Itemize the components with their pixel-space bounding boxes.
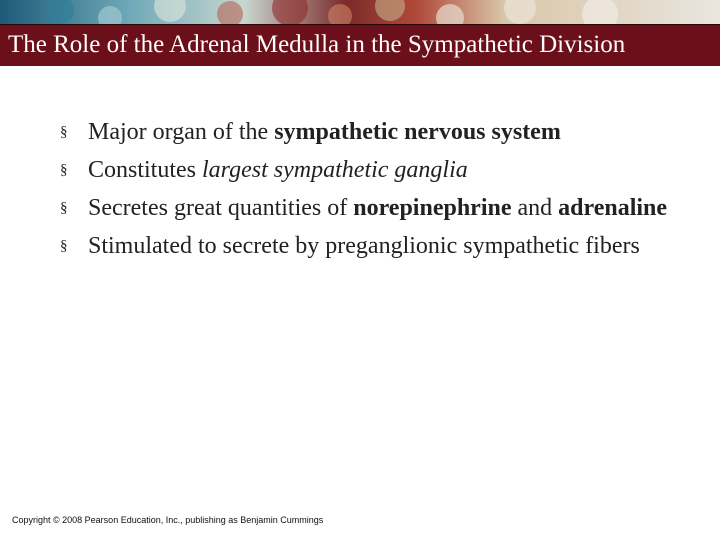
bullet-marker-icon: § [60, 200, 68, 216]
bullet-item [60, 153, 700, 187]
title-bar [0, 24, 720, 66]
header-decorative-image [0, 0, 720, 24]
bullet-text-run: Secretes great quantities of [88, 195, 354, 221]
bullet-marker-icon: § [60, 124, 68, 140]
bullet-list [60, 115, 700, 267]
slide-title: The Role of the Adrenal Medulla in the Sympathetic Division [8, 31, 626, 58]
bullet-text-run: Major organ of the [88, 119, 275, 145]
bullet-text-run: sympathetic nervous system [274, 119, 561, 145]
bullet-text-run: largest sympathetic ganglia [202, 157, 468, 183]
copyright-notice: Copyright © 2008 Pearson Education, Inc., publishing as Benjamin Cummings [12, 515, 324, 525]
bullet-text-run: and [511, 195, 559, 221]
bullet-item [60, 229, 700, 263]
bullet-marker-icon: § [60, 238, 68, 254]
bullet-text-run: Constitutes [88, 157, 203, 183]
bullet-text-run: Stimulated to secrete by preganglionic sympathetic fibers [88, 233, 640, 259]
bullet-item [60, 115, 700, 149]
bullet-text-run: adrenaline [558, 195, 668, 221]
bullet-marker-icon: § [60, 162, 68, 178]
bullet-item [60, 191, 700, 225]
bullet-text-run: norepinephrine [353, 195, 512, 221]
header-texture [0, 0, 720, 24]
